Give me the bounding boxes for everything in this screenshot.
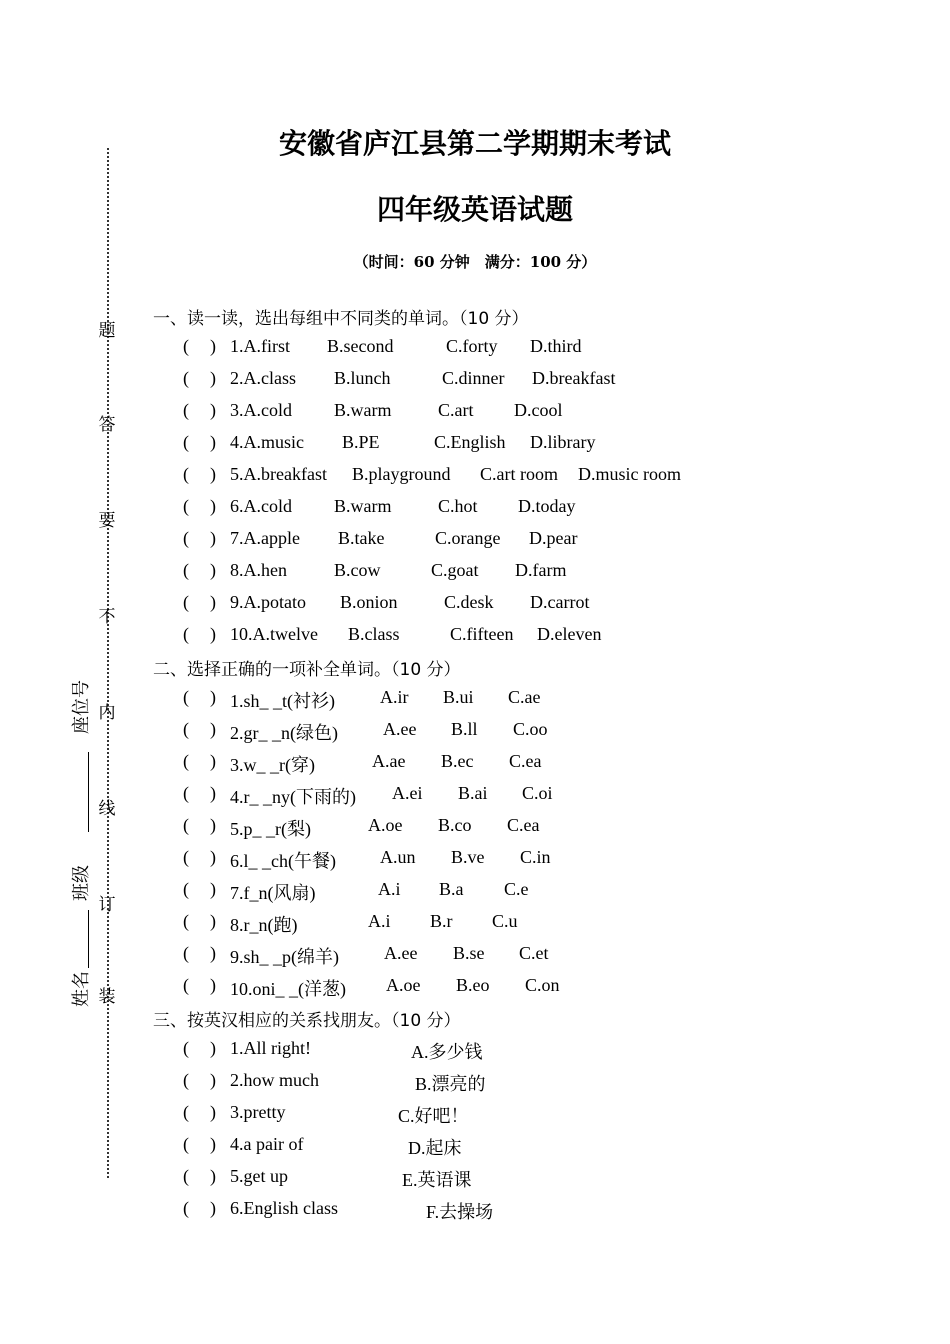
option-b: B.ai <box>458 783 488 803</box>
option-b: B.lunch <box>334 368 391 388</box>
english-phrase: 6.English class <box>230 1198 338 1218</box>
answer-paren-open: ( <box>183 400 189 420</box>
option-b: B.se <box>453 943 485 963</box>
answer-paren-open: ( <box>183 336 189 356</box>
seal-char: 不 <box>98 607 116 627</box>
option-b: B.class <box>348 624 400 644</box>
answer-paren-open: ( <box>183 687 189 707</box>
option-c: C.e <box>504 879 529 899</box>
answer-paren-close: ) <box>210 911 216 931</box>
word-with-blanks: 9.sh_ _p(绵羊) <box>230 947 339 967</box>
option-a: A.oe <box>368 815 403 835</box>
option-a: 6.A.cold <box>230 496 292 516</box>
option-a: 9.A.potato <box>230 592 306 612</box>
answer-paren-close: ) <box>210 1102 216 1122</box>
option-a: 4.A.music <box>230 432 304 452</box>
answer-paren-open: ( <box>183 496 189 516</box>
exam-subtitle: 四年级英语试题 <box>376 193 573 226</box>
option-a: 5.A.breakfast <box>230 464 327 484</box>
option-a: A.oe <box>386 975 421 995</box>
option-c: C.ea <box>509 751 542 771</box>
answer-paren-close: ) <box>210 368 216 388</box>
word-with-blanks: 6.l_ _ch(午餐) <box>230 851 336 871</box>
answer-paren-close: ) <box>210 975 216 995</box>
option-c: C.u <box>492 911 518 931</box>
seal-char: 装 <box>98 987 116 1007</box>
word-with-blanks: 10.oni_ _(洋葱) <box>230 979 346 999</box>
option-b: B.PE <box>342 432 380 452</box>
option-c: C.et <box>519 943 549 963</box>
option-a: A.i <box>378 879 401 899</box>
answer-paren-close: ) <box>210 1198 216 1218</box>
answer-paren-close: ) <box>210 719 216 739</box>
question-row <box>0 592 950 616</box>
chinese-meaning: B.漂亮的 <box>415 1074 486 1094</box>
option-a: 10.A.twelve <box>230 624 318 644</box>
option-d: D.carrot <box>530 592 590 612</box>
answer-paren-open: ( <box>183 592 189 612</box>
answer-paren-open: ( <box>183 943 189 963</box>
option-c: C.orange <box>435 528 501 548</box>
option-b: B.warm <box>334 400 392 420</box>
seal-char: 题 <box>98 321 116 341</box>
word-with-blanks: 8.r_n(跑) <box>230 915 298 935</box>
chinese-meaning: A.多少钱 <box>411 1042 483 1062</box>
option-a: A.ee <box>384 943 418 963</box>
option-a: 2.A.class <box>230 368 296 388</box>
word-with-blanks: 5.p_ _r(梨) <box>230 819 311 839</box>
option-c: C.in <box>520 847 551 867</box>
answer-paren-open: ( <box>183 1198 189 1218</box>
class-label: 班级 <box>71 865 92 901</box>
exam-info: （时间：60 分钟 满分：100 分） <box>353 253 597 271</box>
option-c: C.fifteen <box>450 624 514 644</box>
answer-paren-close: ) <box>210 336 216 356</box>
option-b: B.take <box>338 528 385 548</box>
option-c: C.forty <box>446 336 498 356</box>
question-row <box>0 432 950 456</box>
answer-paren-open: ( <box>183 1102 189 1122</box>
english-phrase: 4.a pair of <box>230 1134 304 1154</box>
question-row <box>0 1070 950 1094</box>
answer-paren-open: ( <box>183 879 189 899</box>
section3-heading: 三、按英汉相应的关系找朋友。（10 分） <box>153 1011 461 1031</box>
answer-paren-open: ( <box>183 1166 189 1186</box>
option-b: B.ui <box>443 687 474 707</box>
answer-paren-close: ) <box>210 1070 216 1090</box>
question-row <box>0 336 950 360</box>
answer-paren-open: ( <box>183 783 189 803</box>
question-row <box>0 943 950 967</box>
option-b: B.r <box>430 911 453 931</box>
answer-paren-open: ( <box>183 1070 189 1090</box>
question-row <box>0 687 950 711</box>
english-phrase: 2.how much <box>230 1070 319 1090</box>
answer-paren-close: ) <box>210 879 216 899</box>
option-b: B.ec <box>441 751 474 771</box>
option-c: C.on <box>525 975 560 995</box>
word-with-blanks: 7.f_n(风扇) <box>230 883 316 903</box>
question-row <box>0 719 950 743</box>
answer-paren-close: ) <box>210 432 216 452</box>
answer-paren-close: ) <box>210 943 216 963</box>
answer-paren-open: ( <box>183 975 189 995</box>
option-a: A.ee <box>383 719 417 739</box>
option-c: C.art <box>438 400 474 420</box>
question-row <box>0 847 950 871</box>
option-c: C.English <box>434 432 506 452</box>
option-c: C.oi <box>522 783 553 803</box>
option-c: C.desk <box>444 592 494 612</box>
answer-paren-close: ) <box>210 783 216 803</box>
option-a: 7.A.apple <box>230 528 300 548</box>
answer-paren-close: ) <box>210 847 216 867</box>
word-with-blanks: 2.gr_ _n(绿色) <box>230 723 338 743</box>
answer-paren-close: ) <box>210 1134 216 1154</box>
question-row <box>0 1166 950 1190</box>
option-c: C.goat <box>431 560 479 580</box>
chinese-meaning: F.去操场 <box>426 1202 494 1222</box>
name-label: 姓名 <box>71 971 92 1007</box>
answer-paren-close: ) <box>210 815 216 835</box>
question-row <box>0 1102 950 1126</box>
question-row <box>0 560 950 584</box>
option-b: B.co <box>438 815 472 835</box>
answer-paren-open: ( <box>183 1038 189 1058</box>
answer-paren-close: ) <box>210 528 216 548</box>
chinese-meaning: E.英语课 <box>402 1170 472 1190</box>
question-row <box>0 1038 950 1062</box>
question-row <box>0 528 950 552</box>
option-a: 3.A.cold <box>230 400 292 420</box>
word-with-blanks: 3.w_ _r(穿) <box>230 755 315 775</box>
option-c: C.oo <box>513 719 548 739</box>
option-c: C.dinner <box>442 368 505 388</box>
option-a: A.ae <box>372 751 406 771</box>
option-b: B.warm <box>334 496 392 516</box>
option-c: C.art room <box>480 464 558 484</box>
chinese-meaning: C.好吧！ <box>398 1106 469 1126</box>
answer-paren-open: ( <box>183 847 189 867</box>
option-b: B.ll <box>451 719 478 739</box>
question-row <box>0 975 950 999</box>
answer-paren-close: ) <box>210 751 216 771</box>
question-row <box>0 496 950 520</box>
option-b: B.cow <box>334 560 381 580</box>
option-d: D.cool <box>514 400 563 420</box>
answer-paren-close: ) <box>210 464 216 484</box>
question-row <box>0 368 950 392</box>
answer-paren-close: ) <box>210 496 216 516</box>
option-d: D.breakfast <box>532 368 616 388</box>
english-phrase: 1.All right! <box>230 1038 311 1058</box>
option-b: B.playground <box>352 464 451 484</box>
option-a: A.ir <box>380 687 409 707</box>
seal-char: 答 <box>98 415 116 435</box>
answer-paren-open: ( <box>183 751 189 771</box>
seal-char: 要 <box>98 511 116 531</box>
option-a: A.i <box>368 911 391 931</box>
answer-paren-open: ( <box>183 911 189 931</box>
question-row <box>0 464 950 488</box>
english-phrase: 5.get up <box>230 1166 288 1186</box>
seal-char: 订 <box>98 895 116 915</box>
section2-heading: 二、选择正确的一项补全单词。（10 分） <box>153 660 461 680</box>
answer-paren-open: ( <box>183 1134 189 1154</box>
answer-paren-open: ( <box>183 464 189 484</box>
answer-paren-open: ( <box>183 432 189 452</box>
english-phrase: 3.pretty <box>230 1102 286 1122</box>
option-a: 8.A.hen <box>230 560 287 580</box>
option-b: B.eo <box>456 975 490 995</box>
option-d: D.third <box>530 336 582 356</box>
option-d: D.eleven <box>537 624 602 644</box>
option-b: B.ve <box>451 847 485 867</box>
question-row <box>0 751 950 775</box>
answer-paren-close: ) <box>210 560 216 580</box>
question-row <box>0 1134 950 1158</box>
option-a: 1.A.first <box>230 336 290 356</box>
option-d: D.library <box>530 432 596 452</box>
option-d: D.today <box>518 496 576 516</box>
question-row <box>0 624 950 648</box>
exam-title: 安徽省庐江县第二学期期末考试 <box>278 127 671 160</box>
answer-paren-open: ( <box>183 560 189 580</box>
option-d: D.farm <box>515 560 567 580</box>
option-b: B.onion <box>340 592 398 612</box>
answer-paren-open: ( <box>183 815 189 835</box>
question-row <box>0 815 950 839</box>
answer-paren-open: ( <box>183 528 189 548</box>
option-a: A.un <box>380 847 416 867</box>
option-c: C.hot <box>438 496 478 516</box>
answer-paren-open: ( <box>183 624 189 644</box>
word-with-blanks: 1.sh_ _t(衬衫) <box>230 691 335 711</box>
section1-heading: 一、读一读，选出每组中不同类的单词。（10 分） <box>153 309 529 329</box>
option-b: B.second <box>327 336 394 356</box>
question-row <box>0 911 950 935</box>
answer-paren-close: ) <box>210 1166 216 1186</box>
seat-number-label: 座位号 <box>71 680 92 734</box>
binding-dotted-line <box>107 148 109 1178</box>
seal-char: 线 <box>98 799 116 819</box>
question-row <box>0 400 950 424</box>
answer-paren-close: ) <box>210 1038 216 1058</box>
option-c: C.ea <box>507 815 540 835</box>
chinese-meaning: D.起床 <box>408 1138 462 1158</box>
answer-paren-open: ( <box>183 719 189 739</box>
question-row <box>0 1198 950 1222</box>
answer-paren-close: ) <box>210 400 216 420</box>
option-b: B.a <box>439 879 464 899</box>
seal-char: 内 <box>98 703 116 723</box>
word-with-blanks: 4.r_ _ny(下雨的) <box>230 787 356 807</box>
question-row <box>0 783 950 807</box>
option-d: D.music room <box>578 464 681 484</box>
answer-paren-close: ) <box>210 624 216 644</box>
option-c: C.ae <box>508 687 541 707</box>
option-a: A.ei <box>392 783 423 803</box>
answer-paren-open: ( <box>183 368 189 388</box>
option-d: D.pear <box>529 528 578 548</box>
answer-paren-close: ) <box>210 687 216 707</box>
answer-paren-close: ) <box>210 592 216 612</box>
question-row <box>0 879 950 903</box>
